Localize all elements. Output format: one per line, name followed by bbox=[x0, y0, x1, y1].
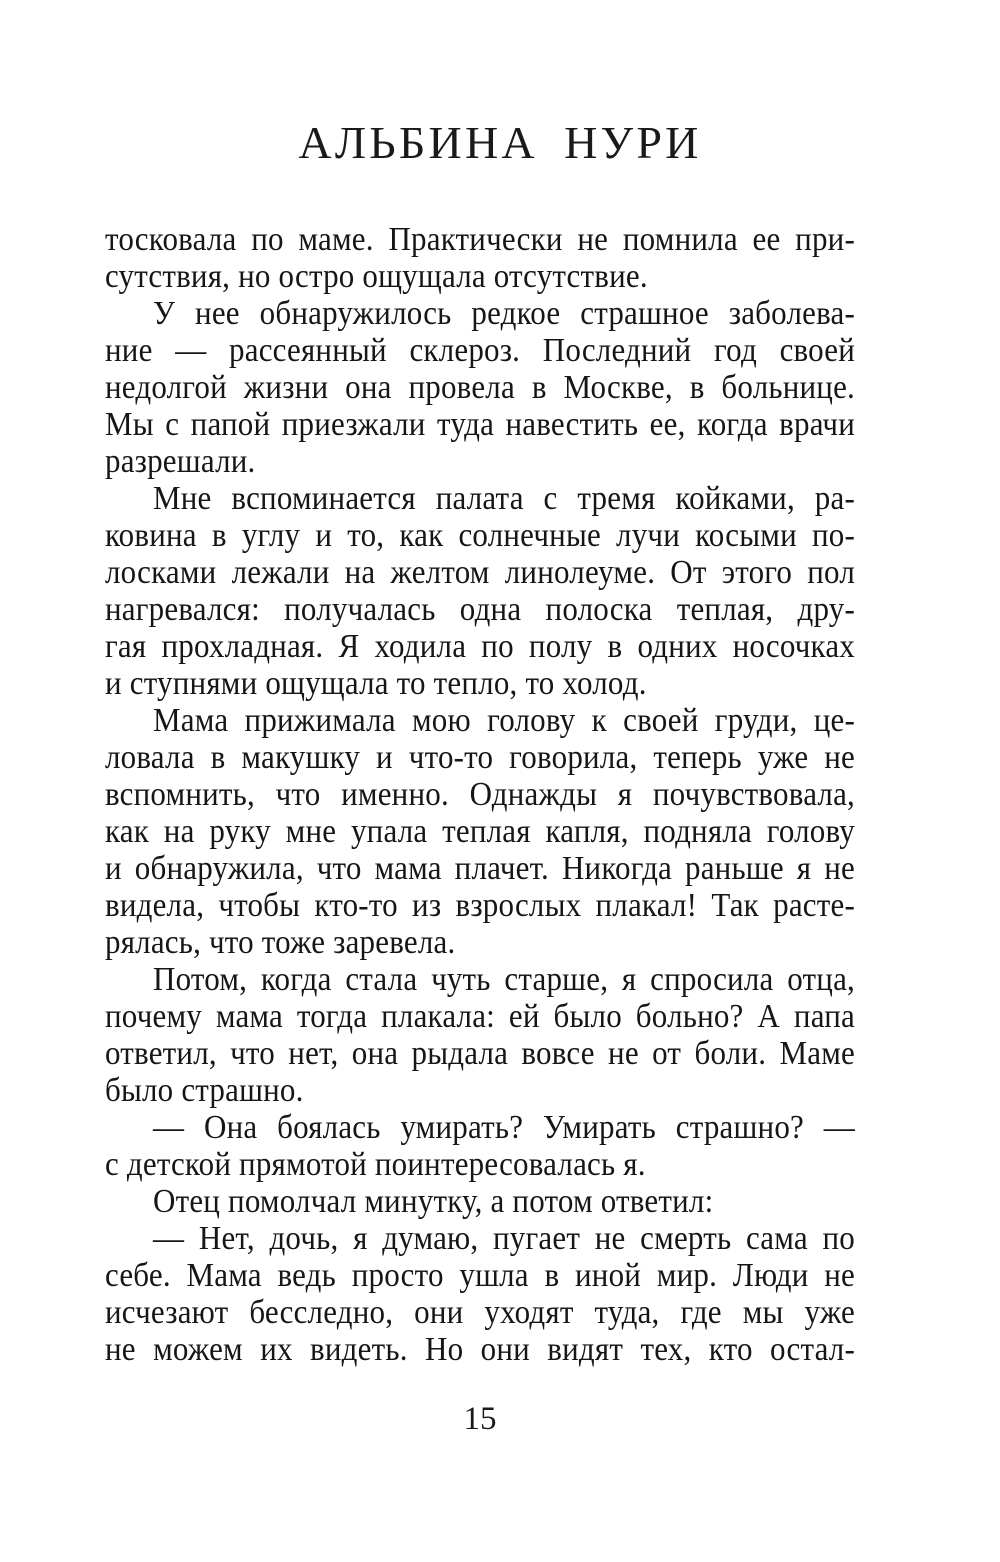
text-line: Мама прижимала мою голову к своей груди, це- bbox=[153, 700, 855, 739]
paragraph bbox=[105, 479, 855, 701]
text-line: тосковала по маме. Практически не помнила ее при- bbox=[105, 219, 855, 258]
page-number: 15 bbox=[463, 1401, 497, 1437]
text-line: не можем их видеть. Но они видят тех, кто остал- bbox=[105, 1329, 855, 1368]
body-text bbox=[105, 220, 855, 1367]
paragraph bbox=[105, 701, 855, 960]
text-line: ние — рассеянный склероз. Последний год своей bbox=[105, 330, 855, 369]
text-line: У нее обнаружилось редкое страшное заболева- bbox=[153, 293, 855, 332]
text-line: и ступнями ощущала то тепло, то холод. bbox=[105, 663, 647, 702]
running-head-author: АЛЬБИНА НУРИ bbox=[298, 117, 702, 168]
text-line: разрешали. bbox=[105, 441, 256, 480]
text-line: рялась, что тоже заревела. bbox=[105, 922, 456, 961]
text-line: с детской прямотой поинтересовалась я. bbox=[105, 1144, 646, 1183]
text-line: Мы с папой приезжали туда навестить ее, когда врачи bbox=[105, 404, 855, 443]
text-line: ответил, что нет, она рыдала вовсе не от боли. Маме bbox=[105, 1033, 855, 1072]
text-line: гая прохладная. Я ходила по полу в одних носочках bbox=[105, 626, 855, 665]
text-line: себе. Мама ведь просто ушла в иной мир. Люди не bbox=[105, 1255, 855, 1294]
paragraph bbox=[105, 220, 855, 294]
paragraph bbox=[105, 960, 855, 1108]
paragraph bbox=[105, 1182, 855, 1219]
text-line: — Она боялась умирать? Умирать страшно? — bbox=[153, 1107, 855, 1146]
text-line: как на руку мне упала теплая капля, подняла голову bbox=[105, 811, 855, 850]
text-line: нагревался: получалась одна полоска теплая, дру- bbox=[105, 589, 855, 628]
text-line: было страшно. bbox=[105, 1070, 304, 1109]
paragraph bbox=[105, 1108, 855, 1182]
text-line: и обнаружила, что мама плачет. Никогда раньше я не bbox=[105, 848, 855, 887]
paragraph bbox=[105, 294, 855, 479]
text-line: Отец помолчал минутку, а потом ответил: bbox=[153, 1181, 714, 1220]
text-line: исчезают бесследно, они уходят туда, где мы уже bbox=[105, 1292, 855, 1331]
text-line: недолгой жизни она провела в Москве, в больнице. bbox=[105, 367, 855, 406]
text-line: видела, чтобы кто-то из взрослых плакал! Так расте- bbox=[105, 885, 855, 924]
text-line: Потом, когда стала чуть старше, я спросила отца, bbox=[153, 959, 855, 998]
text-line: вспомнить, что именно. Однажды я почувствовала, bbox=[105, 774, 855, 813]
text-line: ловала в макушку и что-то говорила, теперь уже не bbox=[105, 737, 855, 776]
text-line: почему мама тогда плакала: ей было больно? А папа bbox=[105, 996, 855, 1035]
text-line: сутствия, но остро ощущала отсутствие. bbox=[105, 256, 648, 295]
text-line: лосками лежали на желтом линолеуме. От этого пол bbox=[105, 552, 855, 591]
text-line: ковина в углу и то, как солнечные лучи косыми по- bbox=[105, 515, 855, 554]
paragraph bbox=[105, 1219, 855, 1367]
text-line: — Нет, дочь, я думаю, пугает не смерть сама по bbox=[153, 1218, 855, 1257]
text-line: Мне вспоминается палата с тремя койками, ра- bbox=[153, 478, 855, 517]
